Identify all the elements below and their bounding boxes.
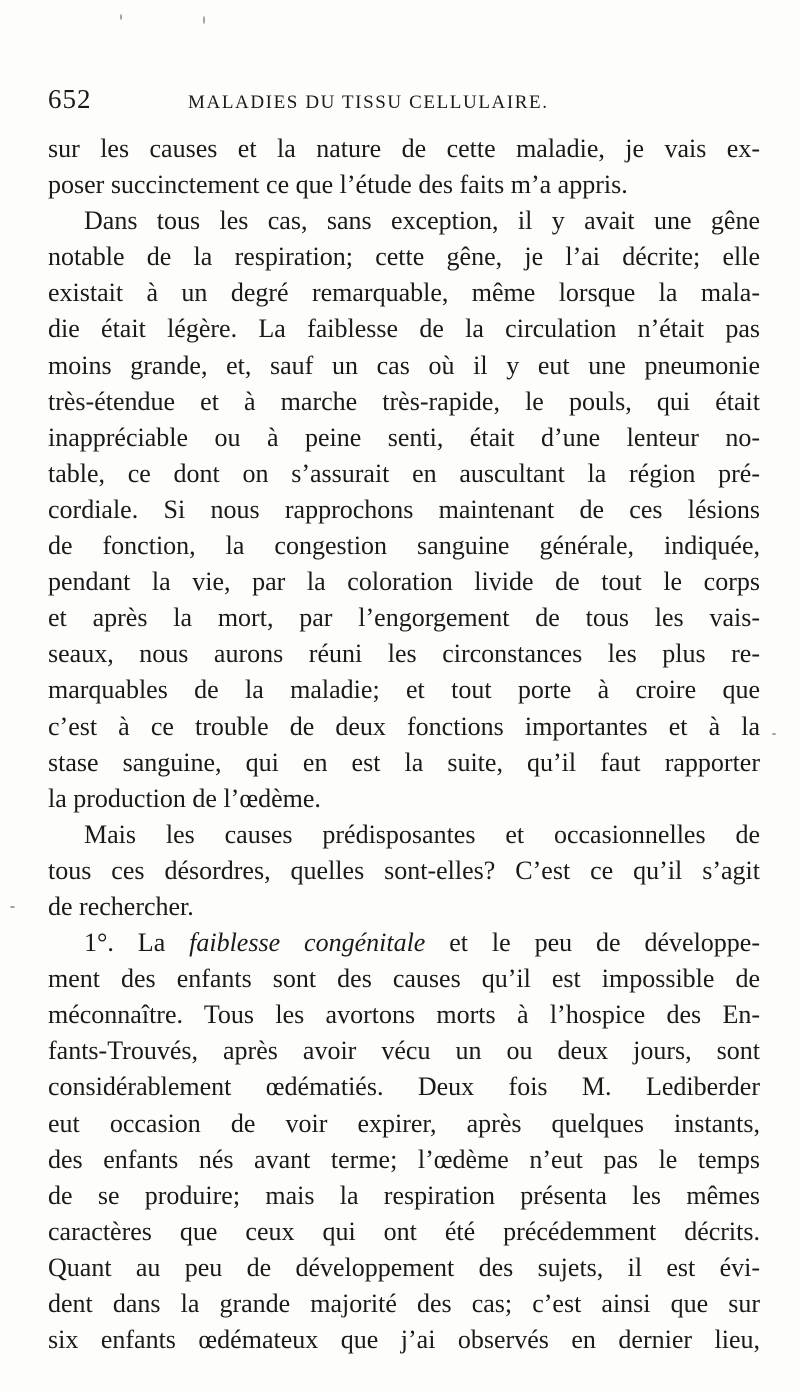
text-line: très-étendue et à marche très-rapide, le pouls, qui était bbox=[48, 386, 760, 416]
text-line: fants-Trouvés, après avoir vécu un ou deux jours, sont bbox=[48, 1036, 760, 1066]
text-line: Quant au peu de développement des sujets, il est évi- bbox=[48, 1252, 760, 1282]
text-line: dent dans la grande majorité des cas; c’est ainsi que sur bbox=[48, 1289, 760, 1318]
text-line: table, ce dont on s’assurait en auscultant la région pré- bbox=[48, 458, 760, 488]
text-line: méconnaître. Tous les avortons morts à l’hospice des En- bbox=[48, 1000, 760, 1030]
paragraph-first-line: Dans tous les cas, sans exception, il y avait une gêne bbox=[84, 206, 760, 236]
text-line: die était légère. La faiblesse de la circulation n’était pas bbox=[48, 314, 760, 344]
body-text bbox=[48, 131, 760, 1358]
page-number: 652 bbox=[48, 84, 92, 114]
text-line: des enfants nés avant terme; l’œdème n’eut pas le temps bbox=[48, 1144, 760, 1174]
text-line: ment des enfants sont des causes qu’il est impossible de bbox=[48, 964, 760, 994]
text-line: sur les causes et la nature de cette maladie, je vais ex- bbox=[48, 134, 760, 163]
text-line: marquables de la maladie; et tout porte à croire que bbox=[48, 675, 760, 705]
text-line: pendant la vie, par la coloration livide de tout le corps bbox=[48, 567, 760, 597]
text-line: tous ces désordres, quelles sont-elles? C’est ce qu’il s’agit bbox=[48, 855, 760, 885]
text-line: seaux, nous aurons réuni les circonstances les plus re- bbox=[48, 639, 760, 669]
text-line: existait à un degré remarquable, même lorsque la mala- bbox=[48, 278, 760, 308]
text-line: poser succinctement ce que l’étude des faits m’a appris. bbox=[48, 170, 628, 200]
text-line: considérablement œdématiés. Deux fois M. Lediberder bbox=[48, 1072, 760, 1102]
text-line: notable de la respiration; cette gêne, je l’ai décrite; elle bbox=[48, 242, 760, 272]
italic-term: faiblesse congénitale bbox=[189, 928, 426, 958]
running-head: MALADIES DU TISSU CELLULAIRE. bbox=[188, 92, 549, 113]
text-line: de rechercher. bbox=[48, 891, 194, 921]
text-line: cordiale. Si nous rapprochons maintenant de ces lésions bbox=[48, 494, 760, 524]
line-lead: 1°. La bbox=[84, 928, 190, 958]
ink-speck bbox=[203, 16, 205, 24]
text-line: eut occasion de voir expirer, après quelques instants, bbox=[48, 1108, 760, 1138]
ink-speck bbox=[10, 906, 15, 908]
text-line: de se produire; mais la respiration présenta les mêmes bbox=[48, 1180, 760, 1210]
text-line: c’est à ce trouble de deux fonctions importantes et à la bbox=[48, 711, 760, 741]
text-line: caractères que ceux qui ont été précédemment décrits. bbox=[48, 1216, 760, 1246]
paragraph-first-line bbox=[48, 925, 760, 961]
text-line: de fonction, la congestion sanguine générale, indiquée, bbox=[48, 531, 760, 561]
text-line: et après la mort, par l’engorgement de tous les vais- bbox=[48, 603, 760, 633]
paragraph-first-line: Mais les causes prédisposantes et occasionnelles de bbox=[84, 819, 760, 849]
line-tail: et le peu de développe- bbox=[425, 928, 761, 958]
text-line: la production de l’œdème. bbox=[48, 783, 321, 813]
ink-speck bbox=[772, 733, 776, 735]
page-header bbox=[48, 84, 760, 120]
text-line: six enfants œdémateux que j’ai observés en dernier lieu, bbox=[48, 1325, 760, 1355]
text-line: inappréciable ou à peine senti, était d’une lenteur no- bbox=[48, 422, 760, 452]
text-line: moins grande, et, sauf un cas où il y eut une pneumonie bbox=[48, 350, 760, 380]
text-line: stase sanguine, qui en est la suite, qu’il faut rapporter bbox=[48, 747, 760, 777]
ink-speck bbox=[120, 14, 122, 20]
